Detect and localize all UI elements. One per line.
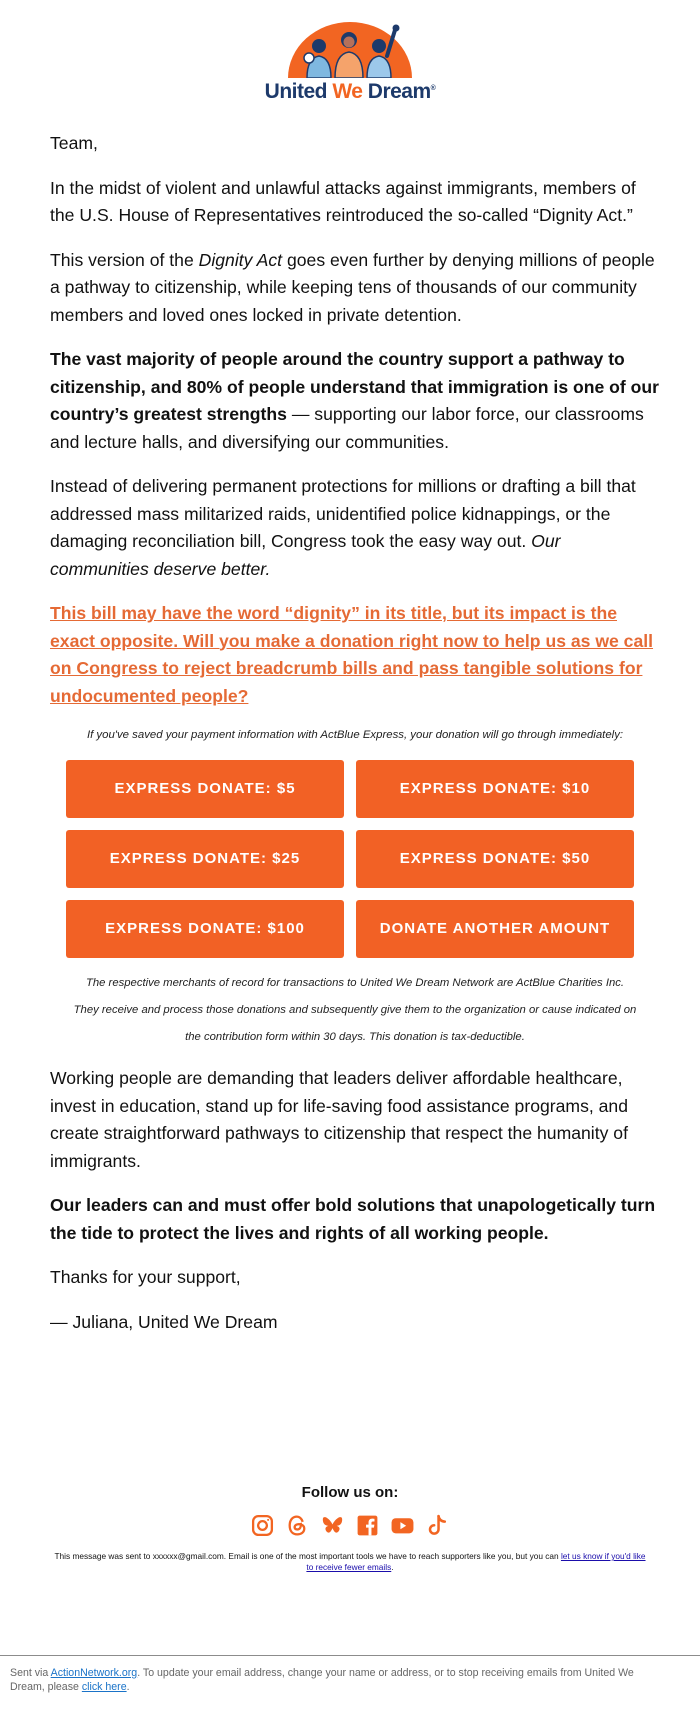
express-donate-10-button[interactable]: EXPRESS DONATE: $10 [356, 760, 634, 818]
paragraph-6 [50, 1192, 660, 1247]
click-here-link[interactable]: click here [81, 1681, 127, 1693]
paragraph-2 [50, 247, 660, 330]
paragraph-3 [50, 346, 660, 456]
legal-line-3: the contribution form within 30 days. This donation is tax-deductible. [185, 1031, 525, 1043]
social-links [0, 1513, 700, 1538]
donate-button-grid [66, 760, 660, 958]
sent-end: . [126, 1681, 130, 1693]
cta-paragraph [50, 600, 660, 710]
fine-print [50, 1551, 650, 1573]
sent-via-notice [10, 1666, 670, 1694]
facebook-icon[interactable] [355, 1513, 380, 1538]
paragraph-2-text: This version of the [50, 249, 199, 270]
express-donate-100-button[interactable]: EXPRESS DONATE: $100 [66, 900, 344, 958]
sent-middle: . To update your email address, change your name or address, or to stop receiving emails from United We Dream, please [10, 1667, 634, 1693]
tiktok-icon[interactable] [425, 1513, 450, 1538]
paragraph-3-bold: The vast majority of people around the country support a pathway to citizenship, and 80% of people understand that immigration is one of our country’s greatest strengths [50, 349, 659, 424]
legal-disclaimer [50, 970, 660, 1051]
threads-icon[interactable] [285, 1513, 310, 1538]
paragraph-4-text: Instead of delivering permanent protections for millions or drafting a bill that addressed mass militarized raids, unidentified police kidnappings, or the damaging reconciliation bill, Congress took the easy way out. [50, 476, 636, 551]
logo-text-we: We [332, 80, 363, 103]
express-donate-25-button[interactable]: EXPRESS DONATE: $25 [66, 830, 344, 888]
fewer-emails-link[interactable]: let us know if you'd like to receive fewer emails [306, 1551, 646, 1572]
footer [0, 1484, 700, 1573]
message-content [50, 130, 660, 1353]
legal-line-1: The respective merchants of record for transactions to United We Dream Network are ActBlue Charities Inc. [85, 977, 625, 989]
youtube-icon[interactable] [390, 1513, 415, 1538]
express-note: If you've saved your payment information with ActBlue Express, your donation will go through immediately: [86, 729, 624, 741]
greeting: Team, [50, 133, 98, 153]
express-donate-5-button[interactable]: EXPRESS DONATE: $5 [66, 760, 344, 818]
logo-text-united: United [264, 80, 333, 103]
paragraph-6-bold: Our leaders can and must offer bold solutions that unapologetically turn the tide to protect the lives and rights of all working people. [50, 1195, 656, 1243]
logo-text-dream: Dream [362, 80, 431, 103]
express-donate-50-button[interactable]: EXPRESS DONATE: $50 [356, 830, 634, 888]
follow-us-heading: Follow us on: [301, 1484, 399, 1501]
donate-another-amount-button[interactable]: DONATE ANOTHER AMOUNT [356, 900, 634, 958]
sent-prefix: Sent via [10, 1667, 51, 1679]
logo-wordmark [265, 80, 436, 104]
bluesky-icon[interactable] [320, 1513, 345, 1538]
paragraph-5: Working people are demanding that leaders deliver affordable healthcare, invest in education, stand up for life-saving food assistance programs, and create straightforward pathways to citizenship that respect the humanity of immigrants. [50, 1068, 628, 1171]
paragraph-1: In the midst of violent and unlawful attacks against immigrants, members of the U.S. House of Representatives reintroduced the so-called “Dignity Act.” [50, 177, 636, 225]
logo[interactable] [0, 22, 700, 104]
instagram-icon[interactable] [250, 1513, 275, 1538]
signoff: Thanks for your support, [50, 1267, 241, 1287]
signature: — Juliana, United We Dream [50, 1311, 278, 1332]
paragraph-4 [50, 473, 660, 583]
fine-print-end: . [391, 1562, 394, 1572]
footer-divider [0, 1655, 700, 1656]
actionnetwork-link[interactable]: ActionNetwork.org [50, 1667, 138, 1679]
paragraph-2-text-rest: goes even further by denying millions of people a pathway to citizenship, while keeping tens of thousands of our community members and loved ones locked in private detention. [50, 249, 655, 325]
logo-figures-icon [285, 22, 415, 78]
logo-registered-mark: ® [430, 85, 436, 92]
dignity-act-emphasis: Dignity Act [198, 249, 283, 270]
legal-line-2: They receive and process those donations and subsequently give them to the organization or cause indicated on [73, 1004, 637, 1016]
fine-print-text: This message was sent to xxxxxx@gmail.com. Email is one of the most important tools we have to reach supporters like you, but you can [54, 1551, 561, 1561]
donate-cta-link[interactable]: This bill may have the word “dignity” in its title, but its impact is the exact opposite. Will you make a donation right now to help us as we call on Congress to reject breadcrumb bills and pass tangible solutions for undocumented people? [50, 603, 654, 706]
paragraph-3-rest: — supporting our labor force, our classrooms and lecture halls, and diversifying our communities. [50, 404, 644, 452]
paragraph-4-emphasis: Our communities deserve better. [50, 531, 561, 579]
